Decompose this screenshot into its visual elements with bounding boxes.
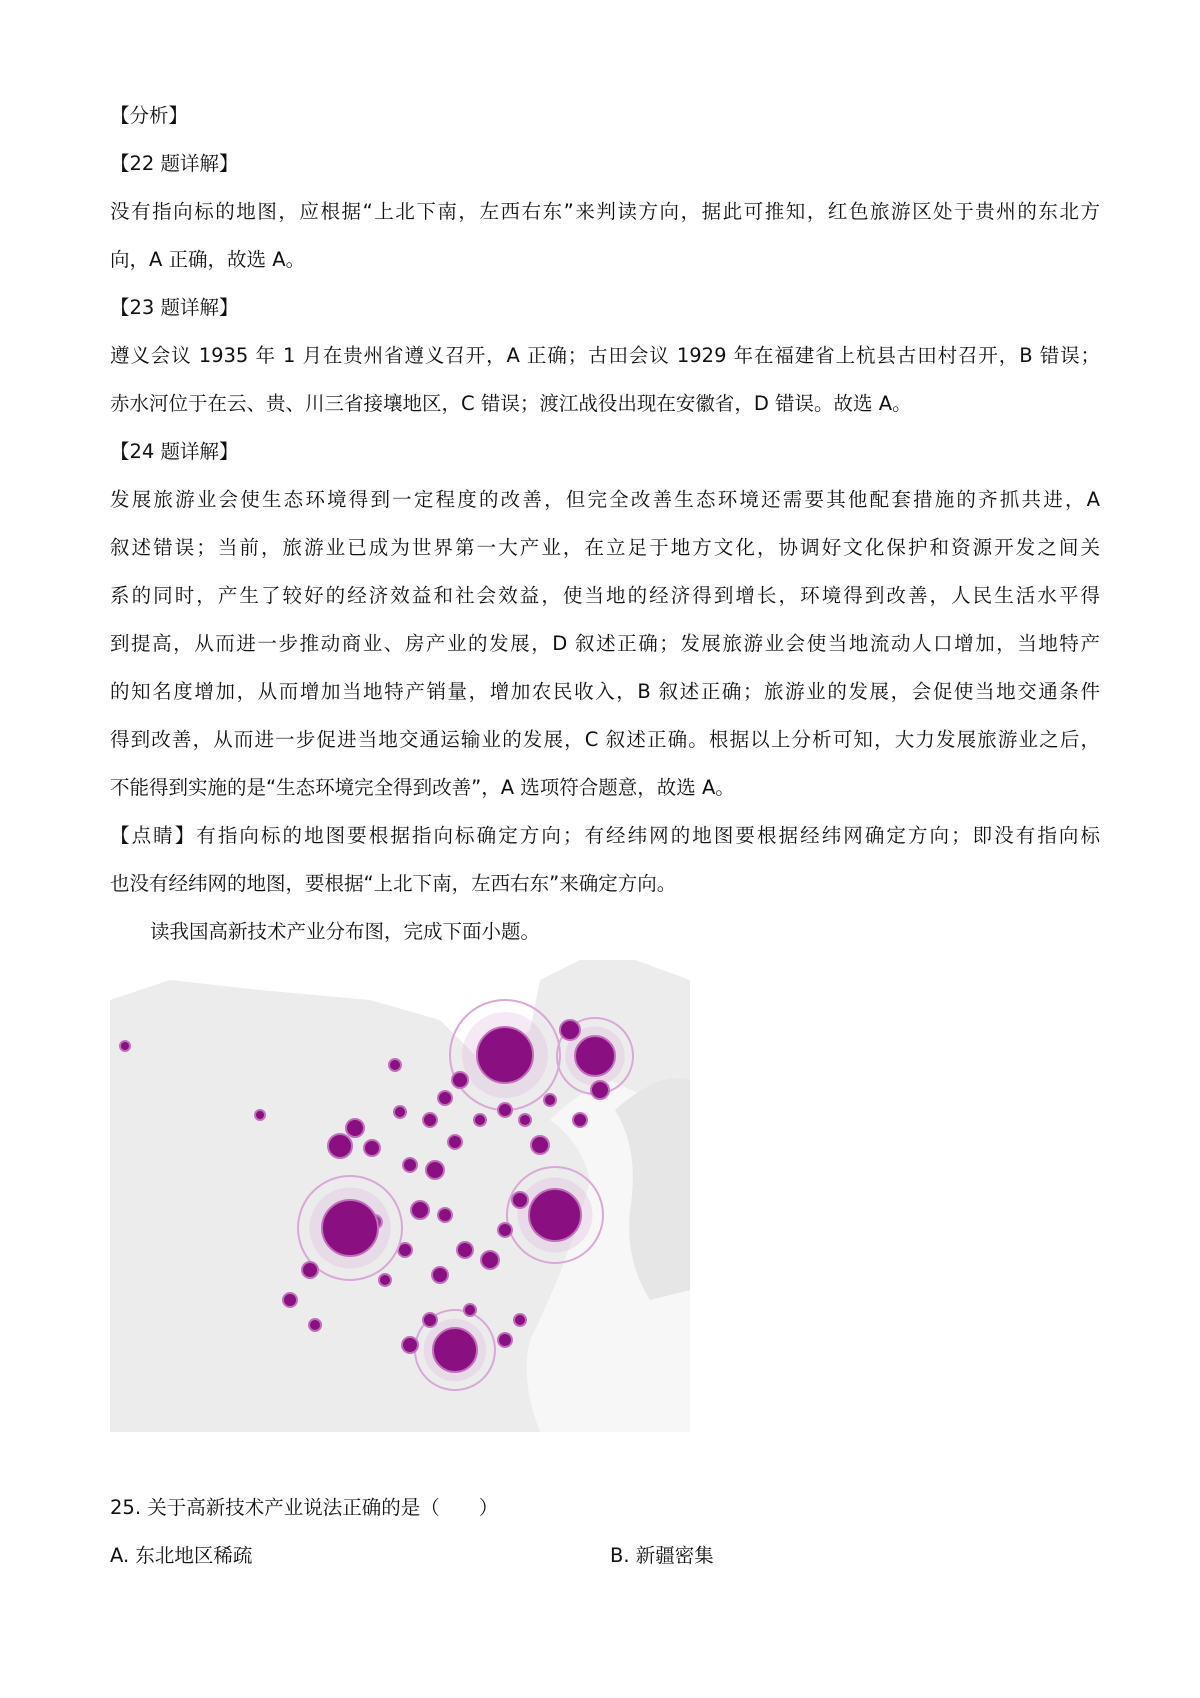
- tip-text-line: 也没有经纬网的地图，要根据“上北下南，左西右东”来确定方向。: [110, 872, 677, 895]
- cluster-dot: [498, 1103, 512, 1117]
- q24-text-line: 不能得到实施的是“生态环境完全得到改善”，A 选项符合题意，故选 A。: [110, 776, 735, 799]
- cluster-dot: [423, 1313, 437, 1327]
- q24-text-line: 系的同时，产生了较好的经济效益和社会效益，使当地的经济得到增长，环境得到改善，人民生活水平得: [110, 584, 1100, 607]
- cluster-dot: [560, 1020, 580, 1040]
- cluster-dot: [591, 1081, 609, 1099]
- cluster-dot: [452, 1072, 468, 1088]
- cluster-dot: [498, 1223, 512, 1237]
- map-intro-text: 读我国高新技术产业分布图，完成下面小题。: [150, 920, 541, 943]
- cluster-dot: [364, 1140, 380, 1156]
- cluster-dot: [402, 1337, 418, 1353]
- tip-text-line: 【点睛】有指向标的地图要根据指向标确定方向；有经纬网的地图要根据经纬网确定方向；即没有指向标: [110, 824, 1100, 847]
- q22-heading: 【22 题详解】: [110, 152, 239, 175]
- high-tech-industry-distribution-map: [110, 960, 690, 1432]
- cluster-dot: [423, 1113, 437, 1127]
- q23-heading: 【23 题详解】: [110, 296, 239, 319]
- option-b[interactable]: B. 新疆密集: [610, 1544, 714, 1567]
- cluster-dot: [457, 1242, 473, 1258]
- q22-text-line: 向，A 正确，故选 A。: [110, 248, 306, 271]
- cluster-dot: [403, 1158, 417, 1172]
- cluster-dot: [426, 1161, 444, 1179]
- cluster-dot: [283, 1293, 297, 1307]
- q23-text-line: 遵义会议 1935 年 1 月在贵州省遵义召开，A 正确；古田会议 1929 年在福建省上杭县古田村召开，B 错误；: [110, 344, 1100, 367]
- cluster-dot: [322, 1200, 378, 1256]
- cluster-dot: [302, 1262, 318, 1278]
- cluster-dot: [481, 1251, 499, 1269]
- cluster-dot: [512, 1192, 528, 1208]
- q24-text-line: 得到改善，从而进一步促进当地交通运输业的发展，C 叙述正确。根据以上分析可知，大力发展旅游业之后，: [110, 728, 1100, 751]
- cluster-dot: [346, 1119, 364, 1137]
- cluster-dot: [433, 1328, 477, 1372]
- option-a[interactable]: A. 东北地区稀疏: [110, 1544, 253, 1567]
- cluster-dot: [389, 1059, 401, 1071]
- cluster-dot: [438, 1208, 452, 1222]
- cluster-dot: [432, 1267, 448, 1283]
- cluster-dot: [309, 1319, 321, 1331]
- cluster-dot: [328, 1134, 352, 1158]
- cluster-dot: [255, 1110, 265, 1120]
- q24-heading: 【24 题详解】: [110, 440, 239, 463]
- cluster-dot: [379, 1274, 391, 1286]
- cluster-dot: [575, 1036, 615, 1076]
- cluster-dot: [474, 1114, 486, 1126]
- cluster-dot: [438, 1091, 452, 1105]
- cluster-dot: [477, 1027, 533, 1083]
- q24-text-line: 到提高，从而进一步推动商业、房产业的发展，D 叙述正确；发展旅游业会使当地流动人口增加，当地特产: [110, 632, 1100, 655]
- cluster-dot: [411, 1201, 429, 1219]
- q24-text-line: 叙述错误；当前，旅游业已成为世界第一大产业，在立足于地方文化，协调好文化保护和资源开发之间关: [110, 536, 1100, 559]
- question-25: 25. 关于高新技术产业说法正确的是（ ）: [110, 1496, 499, 1519]
- q24-text-line: 的知名度增加，从而增加当地特产销量，增加农民收入，B 叙述正确；旅游业的发展，会促使当地交通条件: [110, 680, 1100, 703]
- cluster-dot: [514, 1314, 526, 1326]
- cluster-dot: [544, 1094, 556, 1106]
- cluster-dot: [448, 1135, 462, 1149]
- cluster-dot: [531, 1136, 549, 1154]
- q23-text-line: 赤水河位于在云、贵、川三省接壤地区，C 错误；渡江战役出现在安徽省，D 错误。故选 A。: [110, 392, 912, 415]
- cluster-dot: [573, 1113, 587, 1127]
- analysis-heading: 【分析】: [110, 104, 189, 127]
- cluster-dot: [519, 1114, 531, 1126]
- cluster-dot: [120, 1041, 130, 1051]
- cluster-dot: [498, 1333, 512, 1347]
- q22-text-line: 没有指向标的地图，应根据“上北下南，左西右东”来判读方向，据此可推知，红色旅游区处于贵州的东北方: [110, 200, 1100, 223]
- cluster-dot: [529, 1189, 581, 1241]
- cluster-dot: [464, 1304, 476, 1316]
- cluster-dot: [394, 1106, 406, 1118]
- q24-text-line: 发展旅游业会使生态环境得到一定程度的改善，但完全改善生态环境还需要其他配套措施的齐抓共进，A: [110, 488, 1100, 511]
